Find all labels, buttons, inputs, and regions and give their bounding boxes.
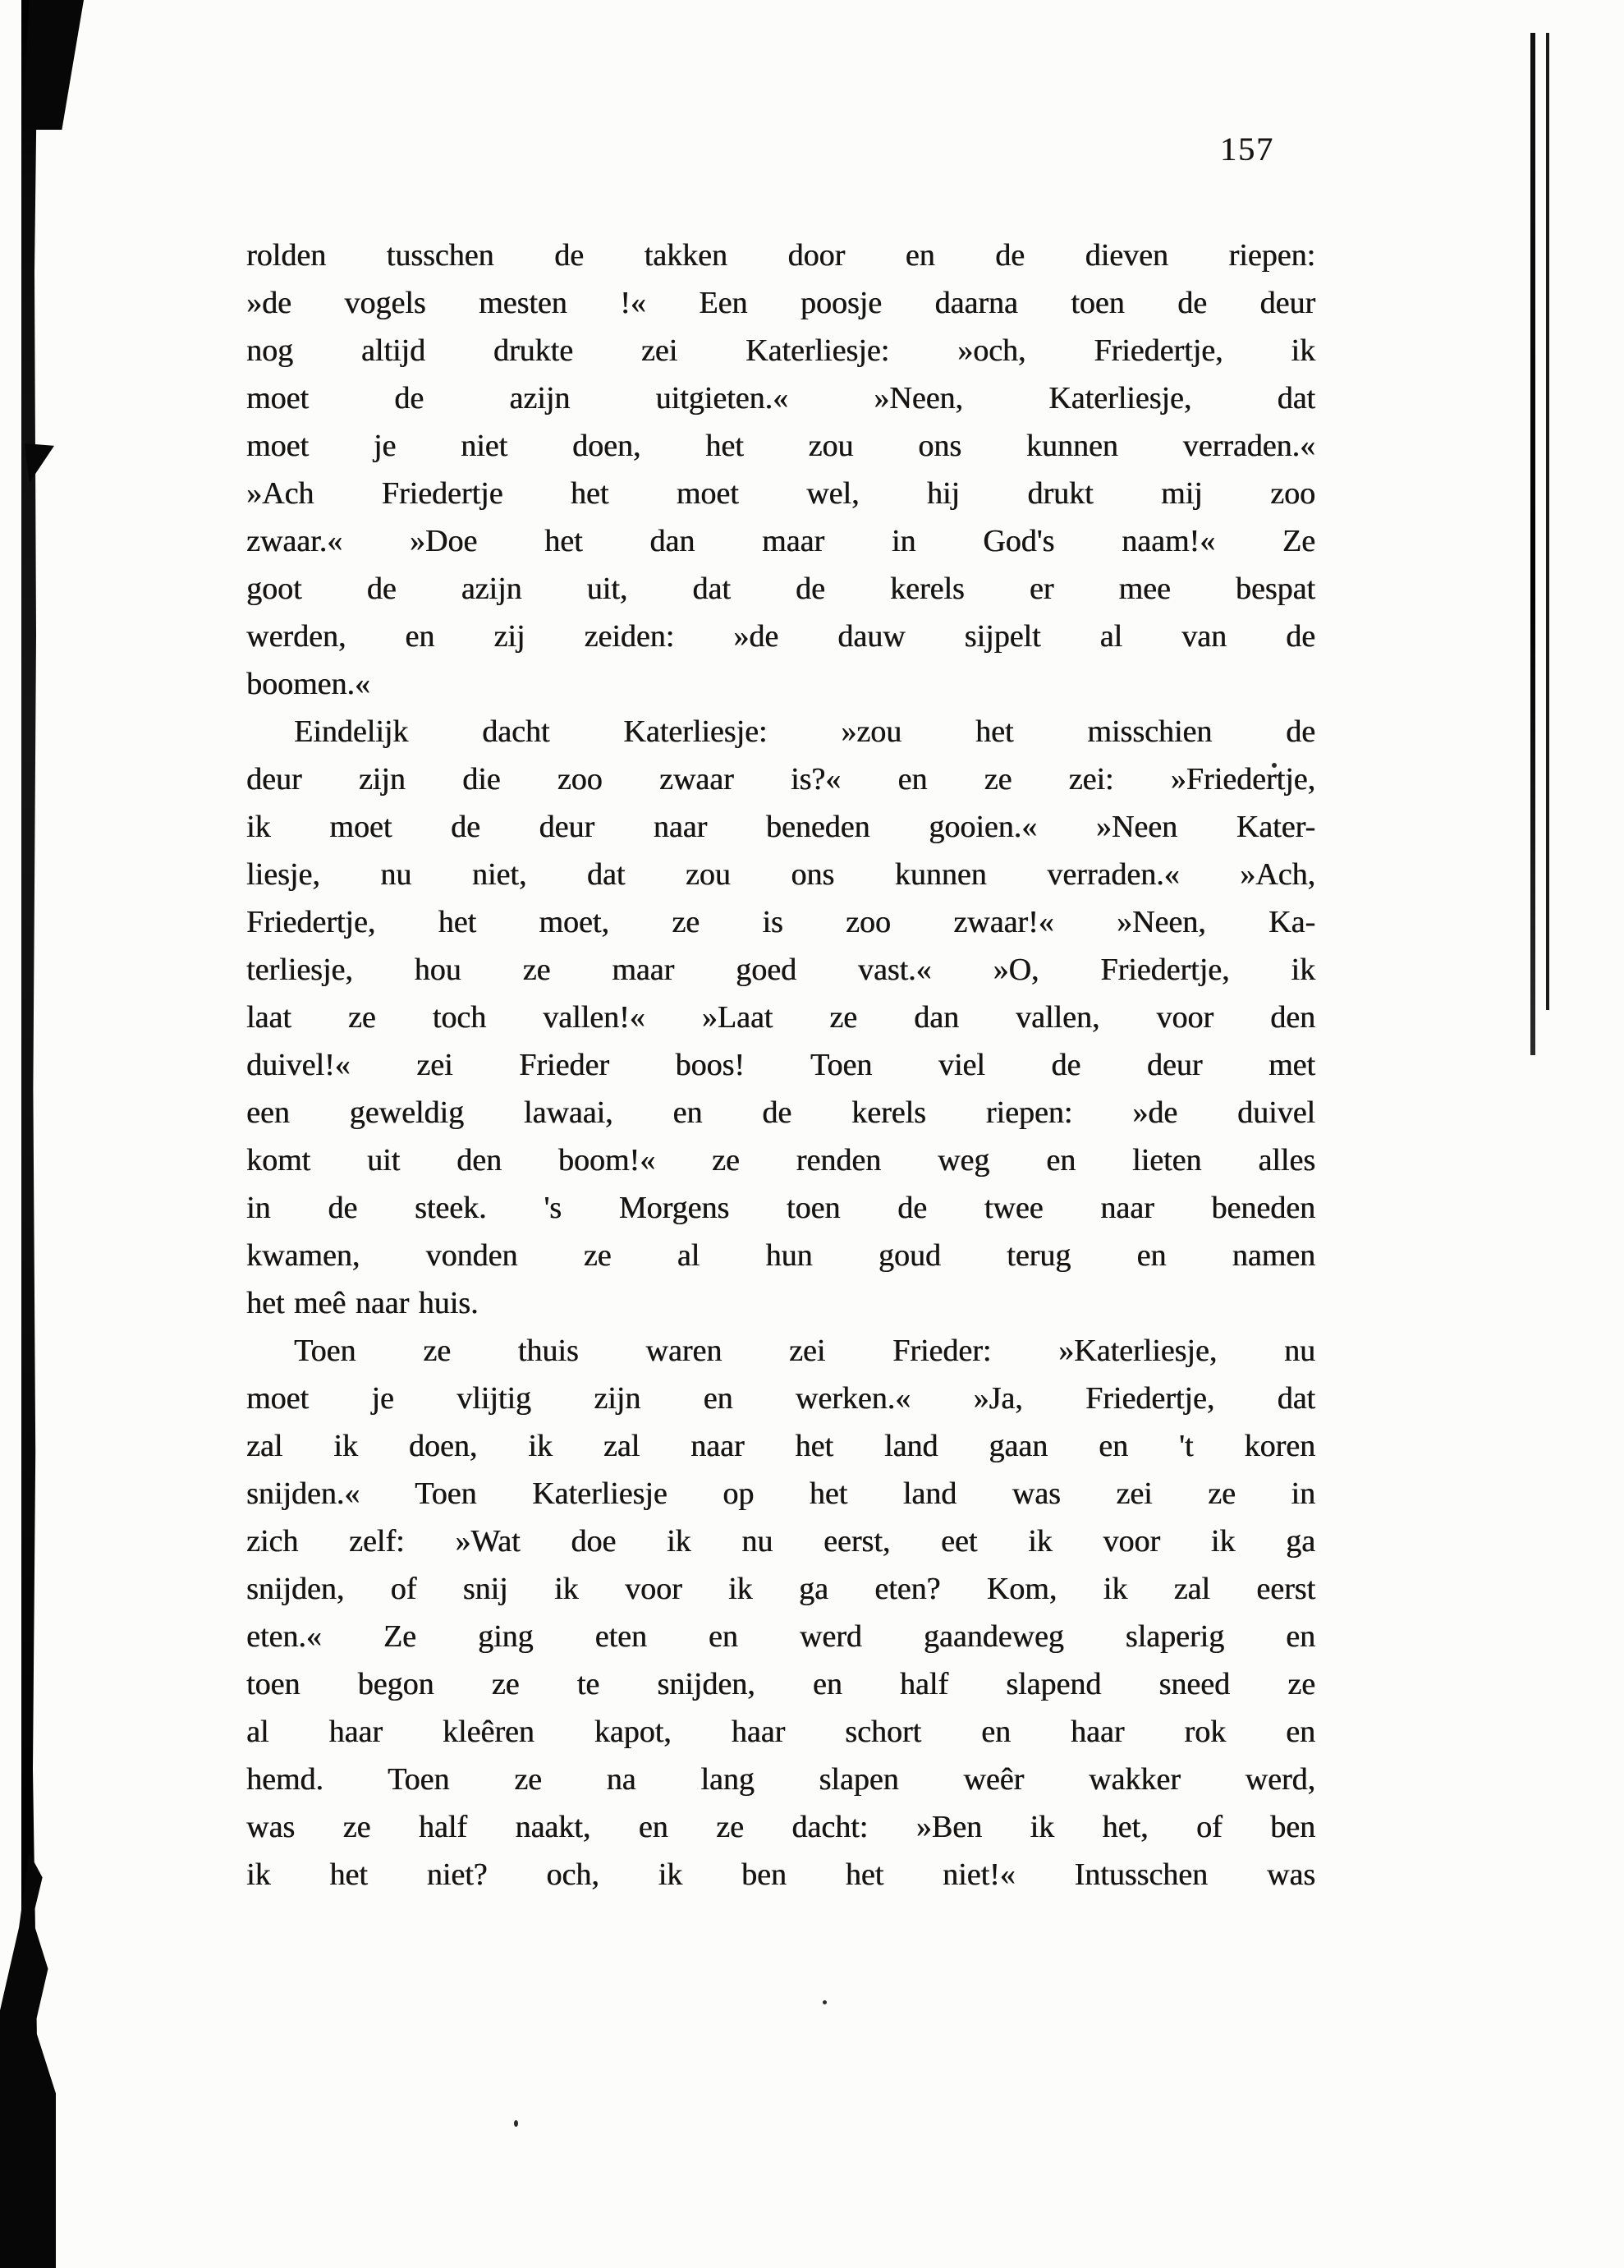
text-line: hemd. Toen ze na lang slapen weêr wakker werd,	[246, 1762, 1315, 1797]
scan-speck	[823, 2000, 827, 2004]
text-line: Eindelijk dacht Katerliesje: »zou het misschien de	[294, 714, 1315, 749]
text-line: moet de azijn uitgieten.« »Neen, Katerliesje, dat	[246, 381, 1315, 415]
text-line: in de steek. 's Morgens toen de twee naar beneden	[246, 1191, 1315, 1225]
text-line: ik moet de deur naar beneden gooien.« »Neen Kater-	[246, 810, 1315, 844]
text-line: zwaar.« »Doe het dan maar in God's naam!« Ze	[246, 524, 1315, 558]
scan-artifact-bottom-left-blob	[0, 1853, 56, 2268]
text-line: »de vogels mesten !« Een poosje daarna toen de deur	[246, 286, 1315, 320]
text-line: snijden, of snij ik voor ik ga eten? Kom, ik zal eerst	[246, 1572, 1315, 1606]
text-block	[246, 232, 1315, 1898]
page-number: 157	[1220, 131, 1274, 168]
text-line: moet je vlijtig zijn en werken.« »Ja, Friedertje, dat	[246, 1381, 1315, 1416]
text-line: Toen ze thuis waren zei Frieder: »Katerliesje, nu	[294, 1334, 1315, 1368]
text-line: al haar kleêren kapot, haar schort en haar rok en	[246, 1715, 1315, 1749]
paragraph	[246, 1327, 1315, 1898]
text-line: kwamen, vonden ze al hun goud terug en namen	[246, 1238, 1315, 1273]
text-line: werden, en zij zeiden: »de dauw sijpelt al van de	[246, 619, 1315, 654]
scan-artifact-top-left-blob	[23, 0, 84, 130]
text-line: nog altijd drukte zei Katerliesje: »och, Friedertje, ik	[246, 333, 1315, 368]
text-line: Friedertje, het moet, ze is zoo zwaar!« »Neen, Ka-	[246, 905, 1315, 939]
text-line: eten.« Ze ging eten en werd gaandeweg slaperig en	[246, 1619, 1315, 1654]
text-line: was ze half naakt, en ze dacht: »Ben ik het, of ben	[246, 1810, 1315, 1844]
text-line: snijden.« Toen Katerliesje op het land was zei ze in	[246, 1476, 1315, 1511]
scan-speck	[514, 2120, 518, 2127]
paragraph	[246, 708, 1315, 1327]
text-line: komt uit den boom!« ze renden weg en lieten alles	[246, 1143, 1315, 1178]
text-line: zal ik doen, ik zal naar het land gaan en 't koren	[246, 1429, 1315, 1463]
text-line: zich zelf: »Wat doe ik nu eerst, eet ik voor ik ga	[246, 1524, 1315, 1559]
scan-artifact-left-mark	[25, 443, 54, 483]
text-line: liesje, nu niet, dat zou ons kunnen verraden.« »Ach,	[246, 857, 1315, 892]
text-line: het meê naar huis.	[246, 1286, 479, 1320]
text-line: deur zijn die zoo zwaar is?« en ze zei: »Friedertje,	[246, 762, 1315, 797]
paragraph	[246, 232, 1315, 708]
text-line: terliesje, hou ze maar goed vast.« »O, Friedertje, ik	[246, 953, 1315, 987]
text-line: ik het niet? och, ik ben het niet!« Intusschen was	[246, 1857, 1315, 1892]
text-line: goot de azijn uit, dat de kerels er mee bespat	[246, 572, 1315, 606]
text-line: toen begon ze te snijden, en half slapend sneed ze	[246, 1667, 1315, 1701]
text-line: rolden tusschen de takken door en de dieven riepen:	[246, 238, 1315, 273]
text-line: moet je niet doen, het zou ons kunnen verraden.«	[246, 429, 1315, 463]
text-line: »Ach Friedertje het moet wel, hij drukt mij zoo	[246, 476, 1315, 511]
text-line: een geweldig lawaai, en de kerels riepen: »de duivel	[246, 1095, 1315, 1130]
scan-artifact-right-line-inner	[1546, 33, 1549, 1010]
text-line: laat ze toch vallen!« »Laat ze dan vallen, voor den	[246, 1000, 1315, 1035]
text-line: boomen.«	[246, 667, 370, 701]
scan-artifact-right-line-outer	[1530, 33, 1535, 1055]
text-line: duivel!« zei Frieder boos! Toen viel de deur met	[246, 1048, 1315, 1082]
